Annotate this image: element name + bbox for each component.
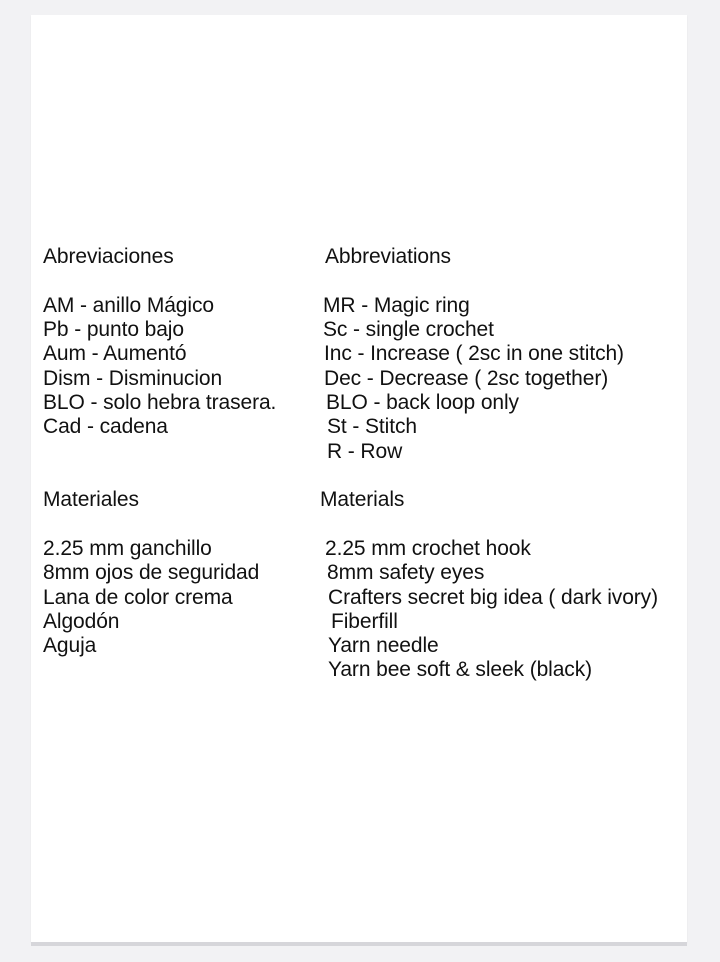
english-abbreviations-heading: Abbreviations — [325, 245, 451, 268]
spanish-abbreviation-item: AM - anillo Mágico — [43, 294, 214, 317]
english-material-item: Yarn needle — [328, 634, 439, 657]
spanish-abbreviation-item: Pb - punto bajo — [43, 318, 184, 341]
page-bottom-border — [31, 942, 687, 946]
english-material-item: 2.25 mm crochet hook — [325, 537, 531, 560]
spanish-material-item: 8mm ojos de seguridad — [43, 561, 260, 584]
spanish-materials-heading: Materiales — [43, 488, 139, 511]
spanish-material-item: 2.25 mm ganchillo — [43, 537, 212, 560]
spanish-abbreviation-item: BLO - solo hebra trasera. — [43, 391, 277, 414]
spanish-material-item: Lana de color crema — [43, 586, 233, 609]
spanish-material-item: Algodón — [43, 610, 120, 633]
english-abbreviation-item: R - Row — [327, 440, 403, 463]
spanish-abbreviation-item: Dism - Disminucion — [43, 367, 223, 390]
english-material-item: Yarn bee soft & sleek (black) — [328, 658, 592, 681]
spanish-abbreviation-item: Cad - cadena — [43, 415, 168, 438]
english-abbreviation-item: St - Stitch — [327, 415, 417, 438]
english-material-item: Fiberfill — [331, 610, 398, 633]
english-abbreviation-item: Dec - Decrease ( 2sc together) — [324, 367, 609, 390]
english-abbreviation-item: Inc - Increase ( 2sc in one stitch) — [324, 342, 624, 365]
english-material-item: 8mm safety eyes — [327, 561, 485, 584]
english-materials-heading: Materials — [320, 488, 405, 511]
english-abbreviation-item: Sc - single crochet — [323, 318, 494, 341]
english-abbreviation-item: BLO - back loop only — [326, 391, 519, 414]
english-abbreviation-item: MR - Magic ring — [323, 294, 470, 317]
spanish-abbreviations-heading: Abreviaciones — [43, 245, 174, 268]
english-material-item: Crafters secret big idea ( dark ivory) — [328, 586, 658, 609]
document-page — [31, 15, 687, 942]
spanish-abbreviation-item: Aum - Aumentó — [43, 342, 187, 365]
spanish-material-item: Aguja — [43, 634, 97, 657]
